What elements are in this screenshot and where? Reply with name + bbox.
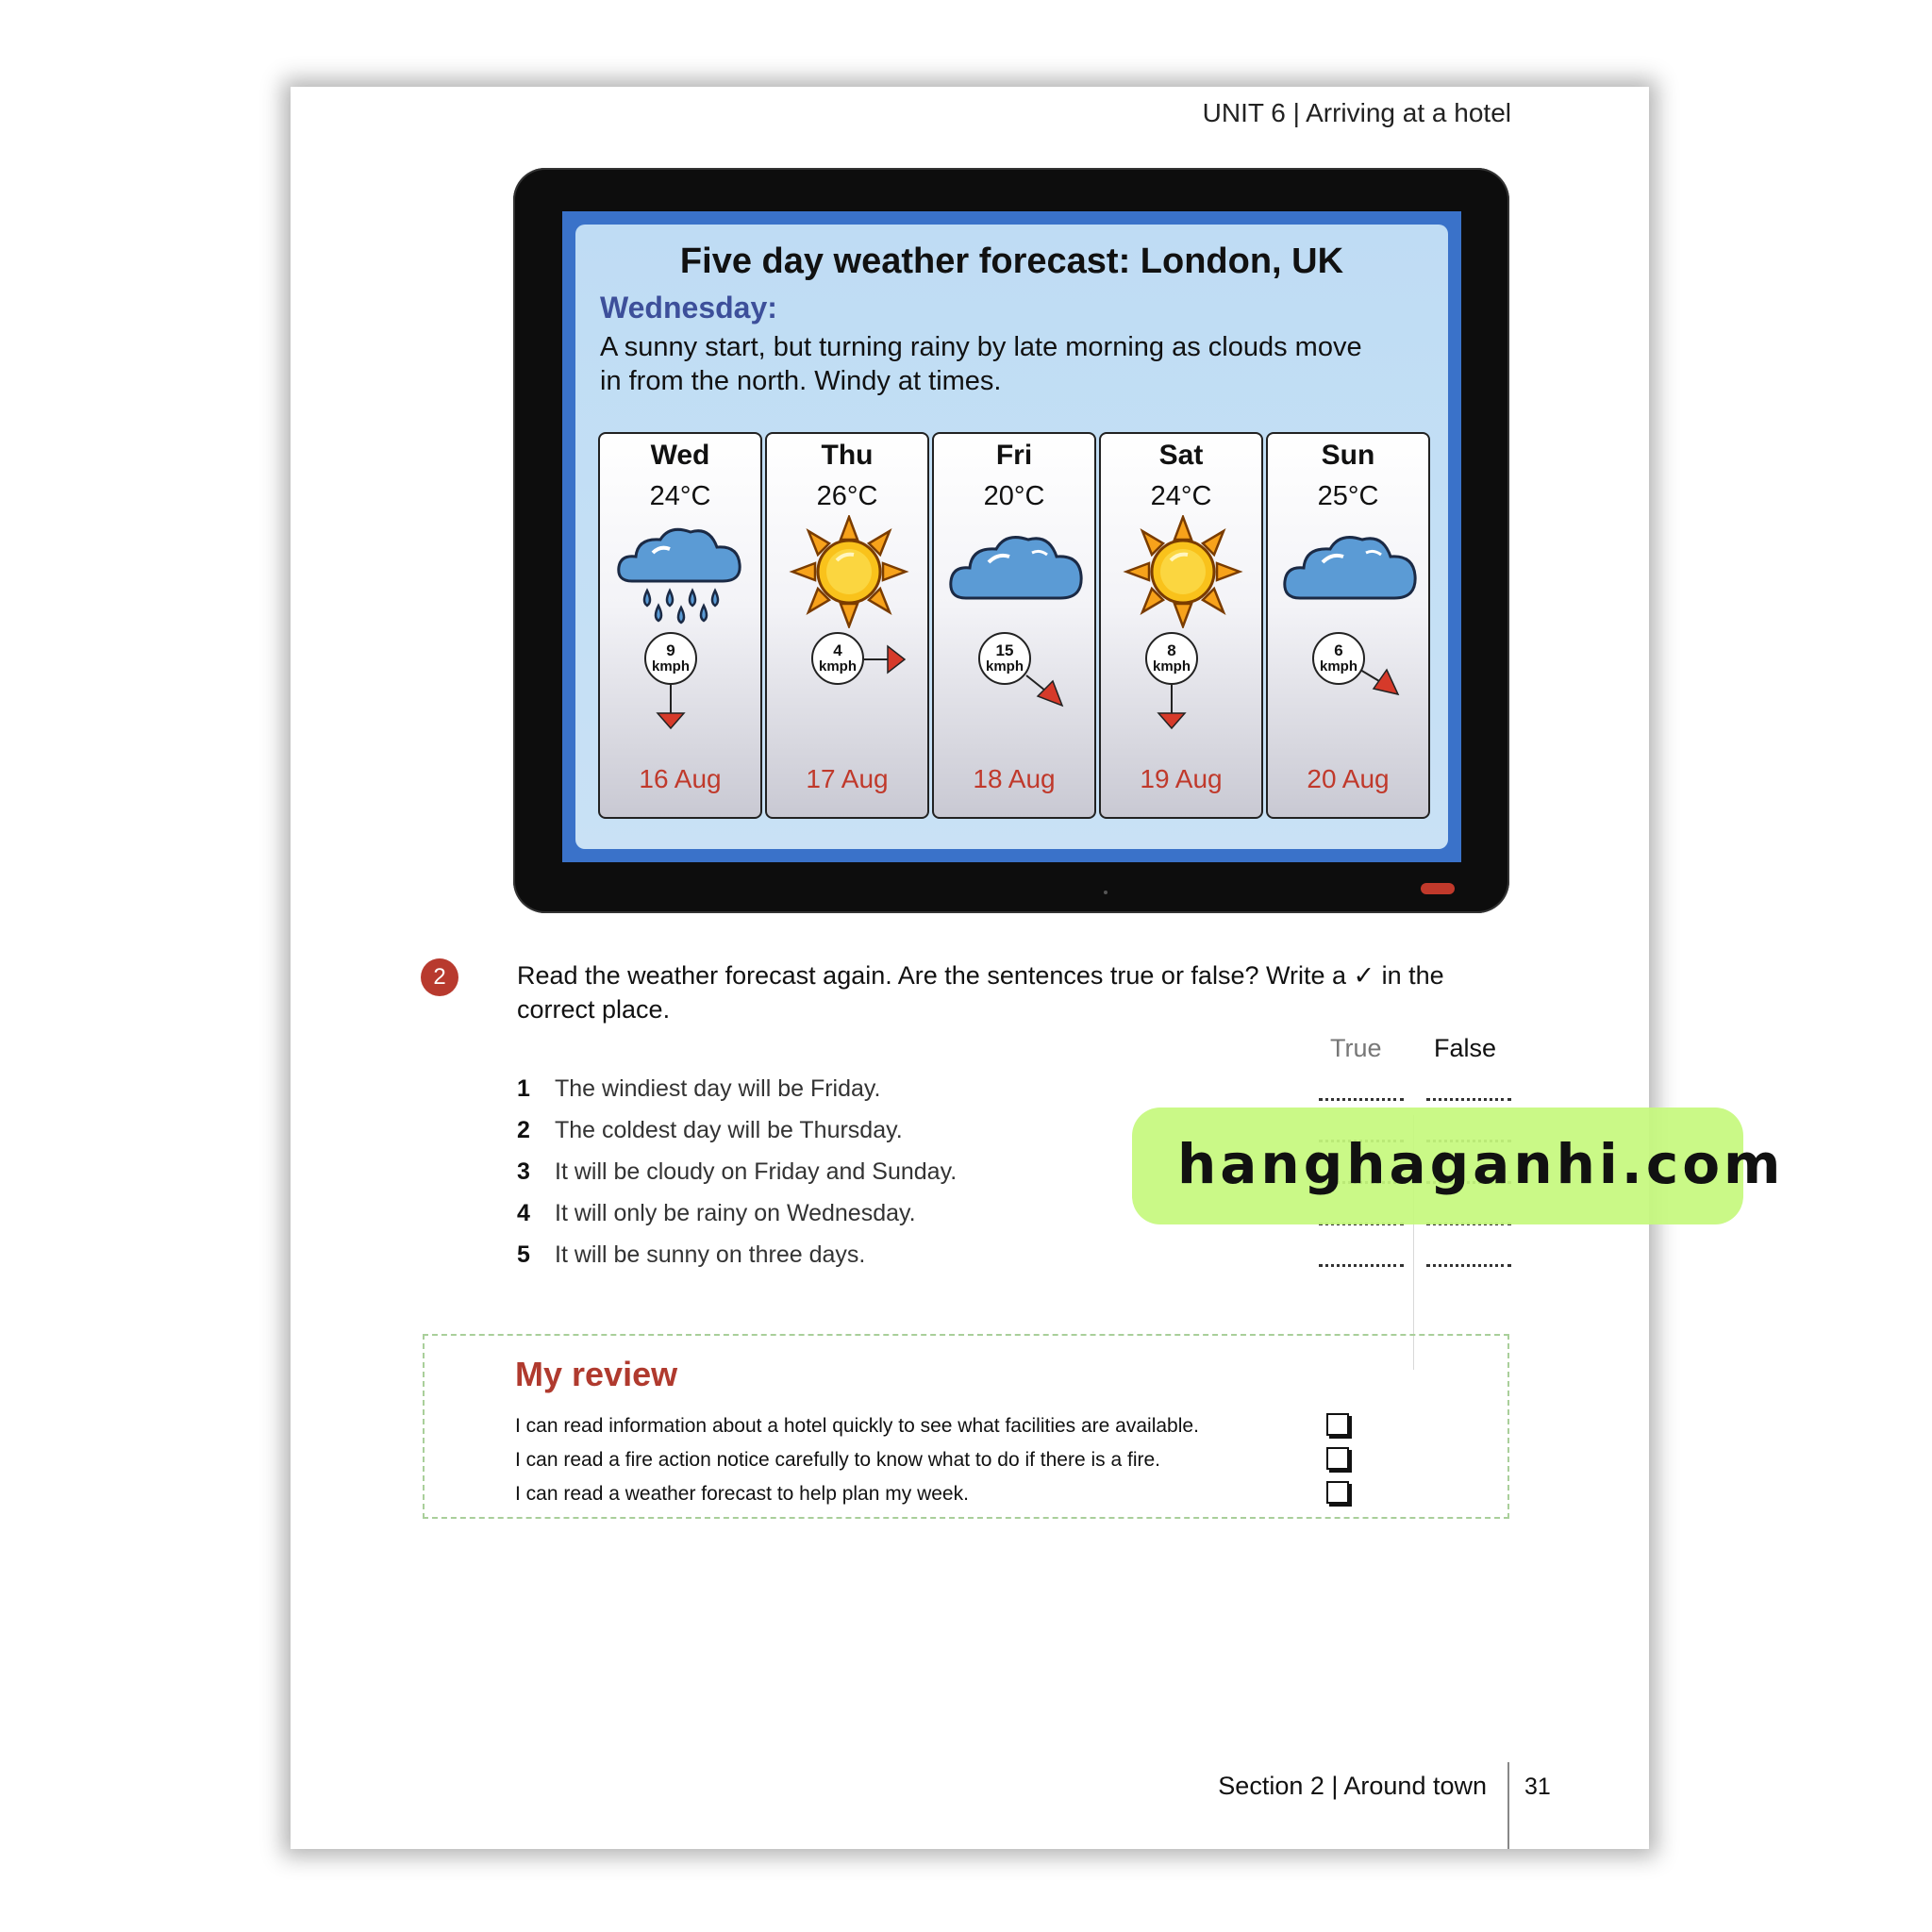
day-temperature: 24°C xyxy=(649,481,711,511)
wind-indicator xyxy=(600,632,764,736)
highlight-day-heading: Wednesday: xyxy=(600,291,777,325)
answer-blank-false[interactable] xyxy=(1426,1247,1511,1267)
day-card-sat xyxy=(1099,432,1263,819)
item-text: It will be cloudy on Friday and Sunday. xyxy=(555,1158,958,1185)
wind-speed-badge xyxy=(978,632,1031,685)
wind-indicator xyxy=(767,632,931,736)
item-number: 4 xyxy=(517,1200,530,1226)
tablet-camera xyxy=(1104,891,1108,894)
item-number: 1 xyxy=(517,1075,530,1102)
item-number: 3 xyxy=(517,1158,530,1185)
day-name: Fri xyxy=(995,440,1033,471)
wind-unit: kmph xyxy=(1319,658,1357,675)
day-temperature: 26°C xyxy=(816,481,878,511)
rain-cloud-icon xyxy=(611,515,753,628)
day-card-wed xyxy=(598,432,762,819)
day-date: 20 Aug xyxy=(1307,764,1390,793)
cloud-icon xyxy=(945,515,1087,628)
wind-speed: 4 xyxy=(833,641,842,659)
review-item xyxy=(515,1409,1458,1443)
wind-indicator xyxy=(1268,632,1432,736)
sun-icon xyxy=(1112,515,1254,628)
wind-speed: 6 xyxy=(1334,641,1343,659)
review-checkbox[interactable] xyxy=(1326,1447,1349,1470)
wind-speed-badge xyxy=(1312,632,1365,685)
wind-unit: kmph xyxy=(818,658,857,675)
wind-unit: kmph xyxy=(651,658,690,675)
footer-section-title: Section 2 | Around town xyxy=(1218,1772,1487,1800)
review-item-text: I can read a weather forecast to help plan my week. xyxy=(515,1483,969,1505)
review-list xyxy=(515,1409,1458,1511)
my-review-box xyxy=(423,1334,1509,1519)
exercise-item xyxy=(517,1070,1517,1111)
wind-speed-badge xyxy=(644,632,697,685)
unit-header: UNIT 6 | Arriving at a hotel xyxy=(1202,98,1511,127)
day-name: Sat xyxy=(1158,440,1204,471)
column-header-false: False xyxy=(1434,1034,1497,1062)
review-checkbox[interactable] xyxy=(1326,1413,1349,1436)
day-card-thu xyxy=(765,432,929,819)
tablet-indicator-light xyxy=(1421,883,1455,894)
wind-indicator xyxy=(1101,632,1265,736)
sun-icon xyxy=(778,515,920,628)
tablet-frame xyxy=(513,168,1509,913)
review-item xyxy=(515,1477,1458,1511)
day-temperature: 25°C xyxy=(1317,481,1379,511)
wind-unit: kmph xyxy=(1152,658,1191,675)
wind-speed: 15 xyxy=(995,641,1014,659)
item-number: 2 xyxy=(517,1117,530,1143)
item-text: It will be sunny on three days. xyxy=(555,1241,866,1268)
item-text: The windiest day will be Friday. xyxy=(555,1075,881,1102)
review-item-text: I can read a fire action notice carefully to know what to do if there is a fire. xyxy=(515,1449,1161,1471)
watermark-text: hanghaganhi.com xyxy=(1177,1132,1785,1196)
column-header-true: True xyxy=(1330,1034,1382,1062)
cloud-icon xyxy=(1279,515,1421,628)
day-name: Wed xyxy=(650,440,710,471)
day-name: Sun xyxy=(1321,440,1375,471)
answer-blank-false[interactable] xyxy=(1426,1081,1511,1101)
item-text: The coldest day will be Thursday. xyxy=(555,1117,903,1143)
day-date: 17 Aug xyxy=(806,764,889,793)
day-temperature: 24°C xyxy=(1150,481,1212,511)
wind-speed: 9 xyxy=(666,641,675,659)
footer-divider xyxy=(1507,1762,1509,1849)
review-item xyxy=(515,1443,1458,1477)
day-date: 19 Aug xyxy=(1140,764,1223,793)
day-card-fri xyxy=(932,432,1096,819)
review-item-text: I can read information about a hotel quickly to see what facilities are available. xyxy=(515,1415,1199,1437)
watermark-banner xyxy=(1132,1108,1785,1224)
answer-blank-true[interactable] xyxy=(1319,1081,1404,1101)
exercise-instruction: Read the weather forecast again. Are the sentences true or false? Write a ✓ in the correct place. xyxy=(517,961,1444,1024)
forecast-days xyxy=(598,432,1430,821)
highlight-day-text: A sunny start, but turning rainy by late morning as clouds move in from the north. Windy at times. xyxy=(600,332,1362,396)
book-page xyxy=(291,87,1785,1849)
item-text: It will only be rainy on Wednesday. xyxy=(555,1200,916,1226)
wind-indicator xyxy=(934,632,1098,736)
day-date: 16 Aug xyxy=(639,764,722,793)
exercise-item xyxy=(517,1236,1517,1277)
day-card-sun xyxy=(1266,432,1430,819)
exercise-number-badge: 2 xyxy=(421,958,458,996)
day-temperature: 20°C xyxy=(983,481,1045,511)
wind-unit: kmph xyxy=(985,658,1024,675)
wind-speed-badge xyxy=(811,632,864,685)
review-title: My review xyxy=(515,1355,678,1393)
day-name: Thu xyxy=(821,440,874,471)
answer-blank-true[interactable] xyxy=(1319,1247,1404,1267)
day-date: 18 Aug xyxy=(973,764,1056,793)
wind-speed-badge xyxy=(1145,632,1198,685)
forecast-panel xyxy=(575,225,1448,849)
review-checkbox[interactable] xyxy=(1326,1481,1349,1504)
wind-speed: 8 xyxy=(1167,641,1176,659)
tablet-screen xyxy=(562,211,1461,862)
item-number: 5 xyxy=(517,1241,530,1268)
forecast-title: Five day weather forecast: London, UK xyxy=(679,242,1344,281)
page-number: 31 xyxy=(1524,1774,1551,1800)
